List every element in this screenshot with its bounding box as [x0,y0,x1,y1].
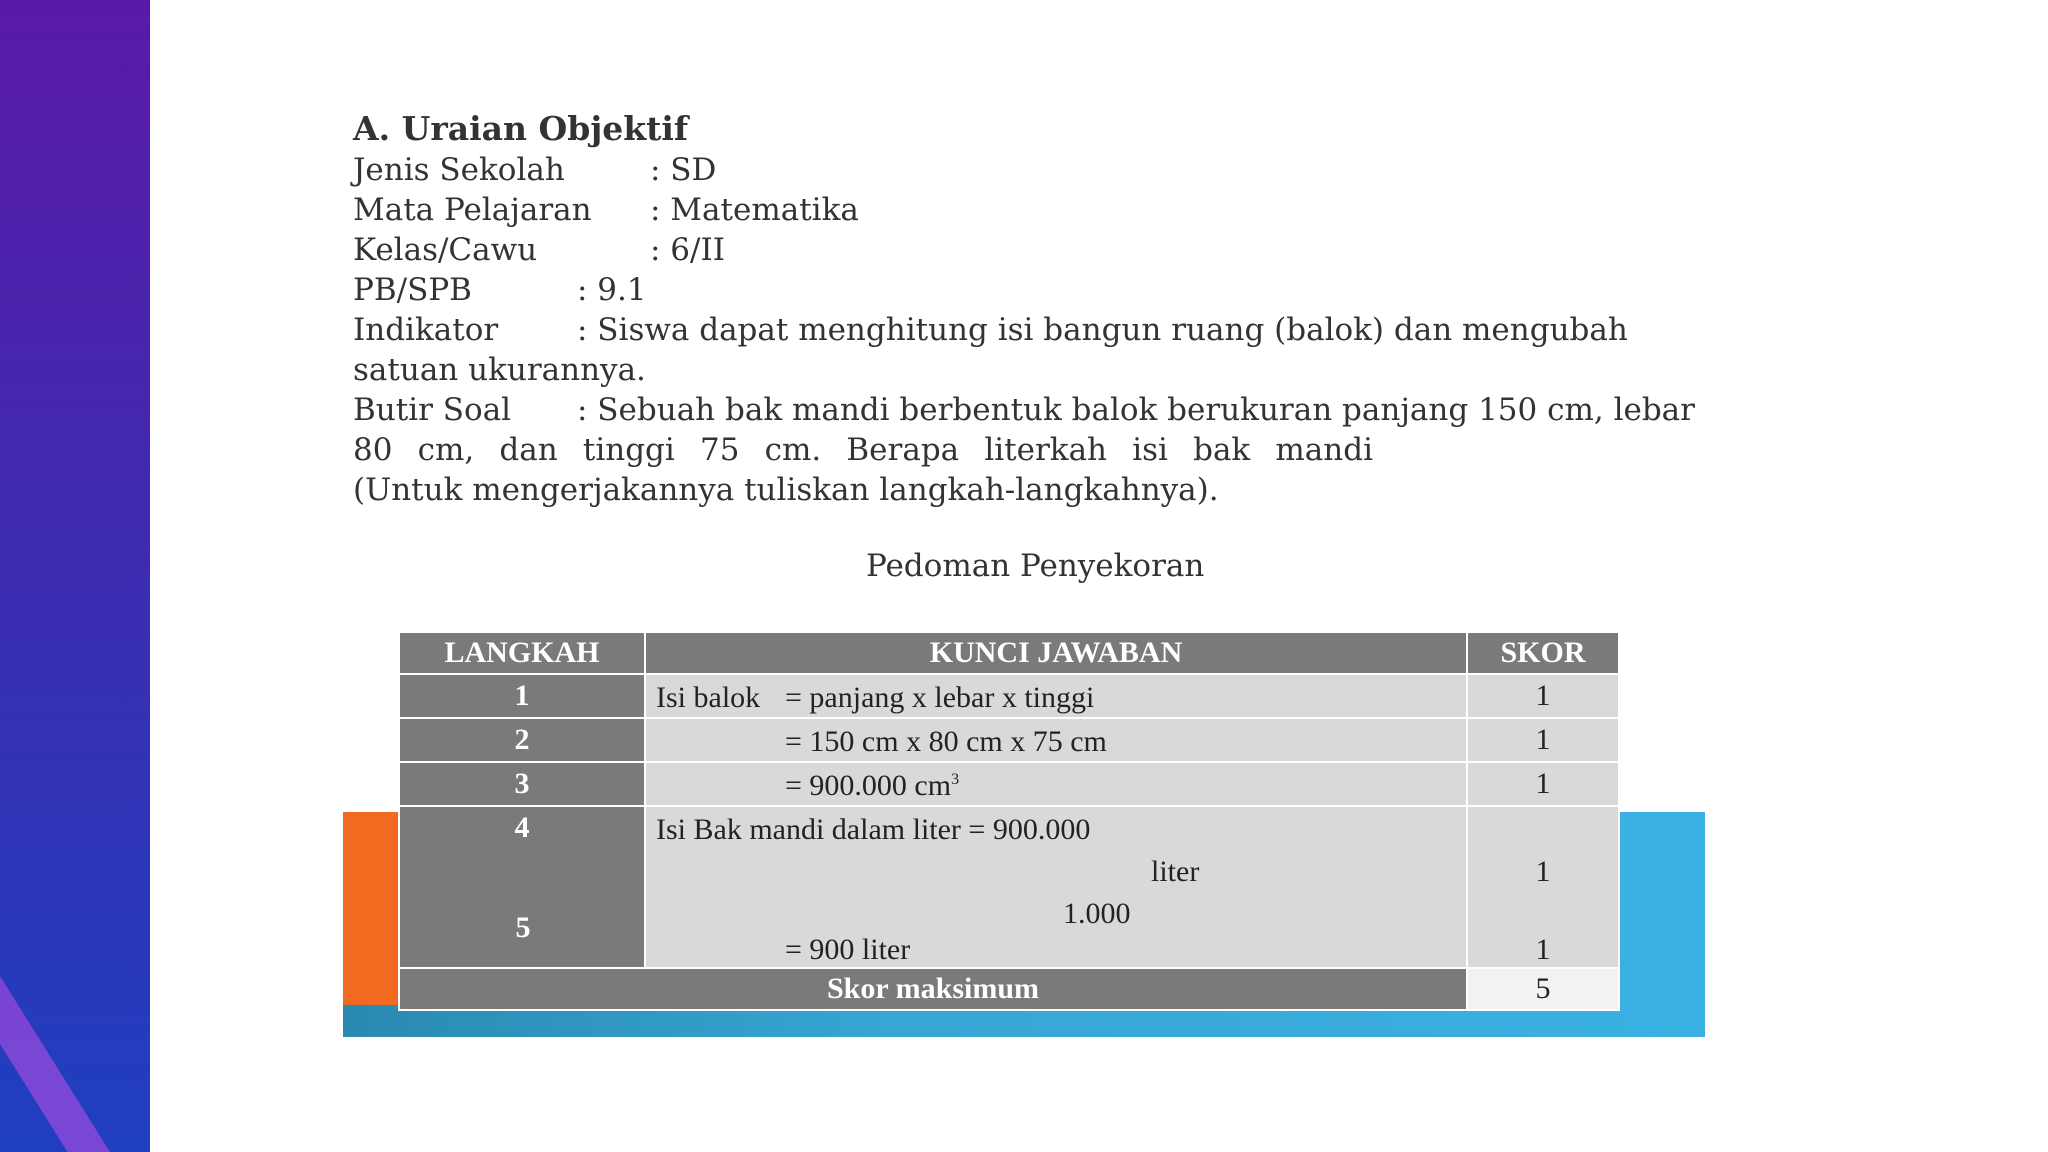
key-label: Isi Bak mandi dalam liter = 900.000 [656,813,1091,846]
section-heading: A. Uraian Objektif [353,109,689,148]
butir-soal-continuation-1-row [353,430,1713,470]
key-cell [645,806,1467,968]
key-formula: = panjang x lebar x tinggi [785,681,1095,714]
key-formula [785,769,959,803]
key-denominator: 1.000 [1063,897,1131,930]
header-kunci-jawaban: KUNCI JAWABAN [645,632,1467,674]
left-gradient-sidebar [0,0,150,1152]
key-cell [645,762,1467,806]
table-header-row [399,632,1619,674]
score-row4: 1 [1535,855,1551,888]
score-cell: 1 [1467,718,1619,762]
kelas-value: : 6/II [650,232,725,268]
table-footer-row [399,968,1619,1010]
step-cell: 1 [399,674,645,718]
key-cell [645,674,1467,718]
score-cell: 1 [1467,762,1619,806]
pb-spb-label: PB/SPB [353,272,472,308]
blue-decor-block [1616,812,1705,1037]
jenis-sekolah-value: : SD [650,152,717,188]
key-formula: = 900 liter [785,933,911,966]
kelas-label: Kelas/Cawu [353,232,538,268]
mata-pelajaran-label: Mata Pelajaran [353,192,592,228]
key-formula-text: = 900.000 cm [785,769,952,802]
header-langkah: LANGKAH [399,632,645,674]
scoring-table [398,631,1620,1011]
indikator-continuation-row [353,350,1713,390]
key-label: Isi balok [656,681,761,714]
header-skor: SKOR [1467,632,1619,674]
jenis-sekolah-label: Jenis Sekolah [353,152,565,188]
mata-pelajaran-value: : Matematika [650,192,859,228]
indikator-value: : Siswa dapat menghitung isi bangun ruang (balok) dan mengubah [577,312,1628,348]
butir-soal-row [353,390,1713,430]
butir-soal-continuation-2-row [353,470,1713,510]
kelas-row [353,230,1713,270]
score-cell: 1 [1467,674,1619,718]
butir-soal-continuation-1: 80 cm, dan tinggi 75 cm. Berapa literkah isi bak mandi [353,432,1373,468]
orange-decor-block [343,812,403,1037]
key-liter-label: liter [1151,855,1200,888]
table-row [399,674,1619,718]
table-row [399,718,1619,762]
score-row5: 1 [1535,933,1551,966]
cube-superscript: 3 [951,771,960,788]
pedoman-title: Pedoman Penyekoran [866,548,1205,584]
pb-spb-row [353,270,1713,310]
key-formula: = 150 cm x 80 cm x 75 cm [785,725,1107,758]
indikator-continuation: satuan ukurannya. [353,352,646,388]
butir-soal-continuation-2: (Untuk mengerjakannya tuliskan langkah-langkahnya). [353,472,1219,508]
mata-pelajaran-row [353,190,1713,230]
indikator-row [353,310,1713,350]
skor-maksimum-label: Skor maksimum [399,968,1467,1010]
pb-spb-value: : 9.1 [577,272,647,308]
table-row [399,762,1619,806]
document-body [353,108,1713,510]
jenis-sekolah-row [353,150,1713,190]
score-cell [1467,806,1619,968]
key-cell [645,718,1467,762]
step-cell: 3 [399,762,645,806]
step-five-number: 5 [515,911,531,944]
butir-soal-label: Butir Soal [353,392,512,428]
sidebar-accent-stripe [0,961,150,1152]
indikator-label: Indikator [353,312,499,348]
butir-soal-value: : Sebuah bak mandi berbentuk balok berukuran panjang 150 cm, lebar [577,392,1695,428]
step-cell: 2 [399,718,645,762]
skor-maksimum-value: 5 [1467,968,1619,1010]
step-number: 4 [514,811,530,844]
